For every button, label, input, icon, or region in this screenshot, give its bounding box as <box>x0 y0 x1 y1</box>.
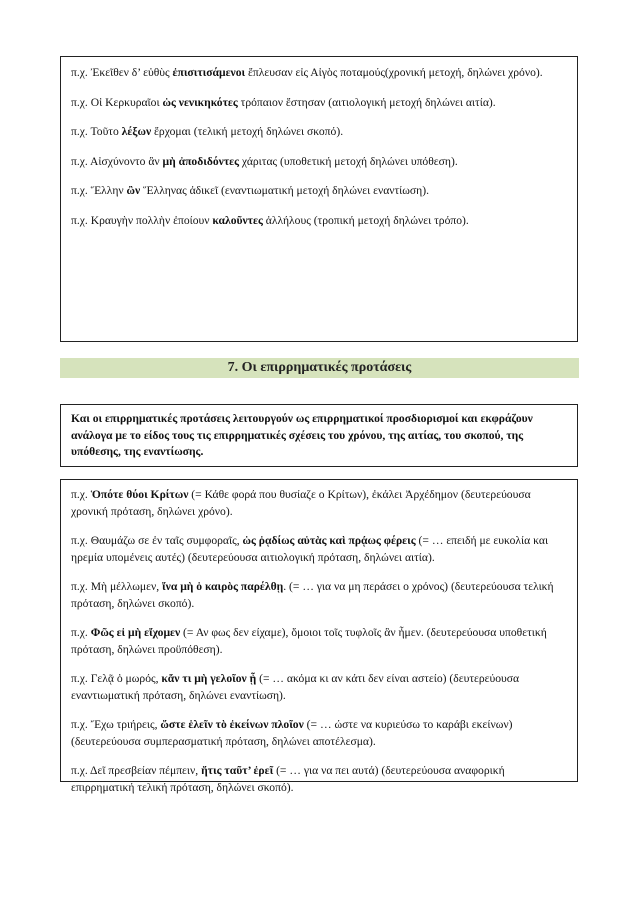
participle-examples-box <box>60 56 578 342</box>
example-sentence: π.χ. Γελᾷ ὁ μωρός, κἄν τι μὴ γελοῖον ᾖ (= … ακόμα κι αν κάτι δεν είναι αστείο) (δευτερεύουσα εναντιωματική πρόταση, δηλώνει εναντίωση). <box>71 672 520 702</box>
example-sentence: π.χ. Οἱ Κερκυραῖοι ὡς νενικηκότες τρόπαιον ἔστησαν (αιτιολογική μετοχή δηλώνει αιτία). <box>71 95 496 109</box>
example-sentence: π.χ. Τοῦτο λέξων ἔρχομαι (τελική μετοχή δηλώνει σκοπό). <box>71 125 344 138</box>
example-sentence: π.χ. Φῶς εἰ μὴ εἴχομεν (= Αν φως δεν είχαμε), ὅμοιοι τοῖς τυφλοῖς ἂν ἦμεν. (δευτερεύουσα υποθετική πρόταση, δηλώνει προϋπόθεση). <box>71 626 547 656</box>
definition-text: Και οι επιρρηματικές προτάσεις λειτουργούν ως επιρρηματικοί προσδιορισμοί και εκφράζουν ανάλογα με το είδος τους τις επιρρηματικές σχέσεις του χρόνου, της αιτίας, του σκοπού, της υπόθεσης, της εναντίωσης. <box>71 412 533 458</box>
example-sentence: π.χ. Θαυμάζω σε ἐν ταῖς συμφοραῖς, ὡς ῥᾳδίως αὐτὰς καὶ πρᾴως φέρεις (= … επειδή με ευκολία και ηρεμία υπομένεις αυτές) (δευτερεύουσα αιτιολογική πρόταση, δηλώνει αιτία). <box>71 534 549 564</box>
example-sentence: π.χ. Δεῖ πρεσβείαν πέμπειν, ἥτις ταῦτ’ ἐρεῖ (= … για να πει αυτά) (δευτερεύουσα αναφορική επιρρηματική τελική πρόταση, δηλώνει σκοπό). <box>71 764 505 794</box>
adverbial-clause-examples-box <box>60 479 578 794</box>
example-sentence: π.χ. Κραυγὴν πολλὴν ἐποίουν καλοῦντες ἀλλήλους (τροπική μετοχή δηλώνει τρόπο). <box>71 213 469 227</box>
section-title: 7. Οι επιρρηματικές προτάσεις <box>60 358 579 378</box>
example-sentence: π.χ. Ἔχω τριήρεις, ὥστε ἑλεῖν τὸ ἐκείνων πλοῖον (= … ώστε να κυριεύσω το καράβι εκείνων) (δευτερεύουσα συμπερασματική πρόταση, δηλώνει αποτέλεσμα). <box>71 718 513 748</box>
example-sentence: π.χ. Ἕλλην ὢν Ἕλληνας ἀδικεῖ (εναντιωματική μετοχή δηλώνει εναντίωση). <box>71 184 429 197</box>
example-sentence: π.χ. Ὁπότε θύοι Κρίτων (= Κάθε φορά που θυσίαζε ο Κρίτων), ἐκάλει Ἀρχέδημον (δευτερεύουσα χρονική πρόταση, δηλώνει χρόνο). <box>71 488 531 518</box>
definition-box <box>60 404 578 467</box>
example-sentence: π.χ. Αἰσχύνοντο ἂν μὴ ἀποδιδόντες χάριτας (υποθετική μετοχή δηλώνει υπόθεση). <box>71 154 458 168</box>
example-sentence: π.χ. Μὴ μέλλωμεν, ἵνα μὴ ὁ καιρὸς παρέλθῃ. (= … για να μη περάσει ο χρόνος) (δευτερεύουσα τελική πρόταση, δηλώνει σκοπό). <box>71 580 554 610</box>
example-sentence: π.χ. Ἐκεῖθεν δ’ εὐθὺς ἐπισιτισάμενοι ἔπλευσαν εἰς Αἰγὸς ποταμούς(χρονική μετοχή, δηλώνει χρόνο). <box>71 66 543 79</box>
